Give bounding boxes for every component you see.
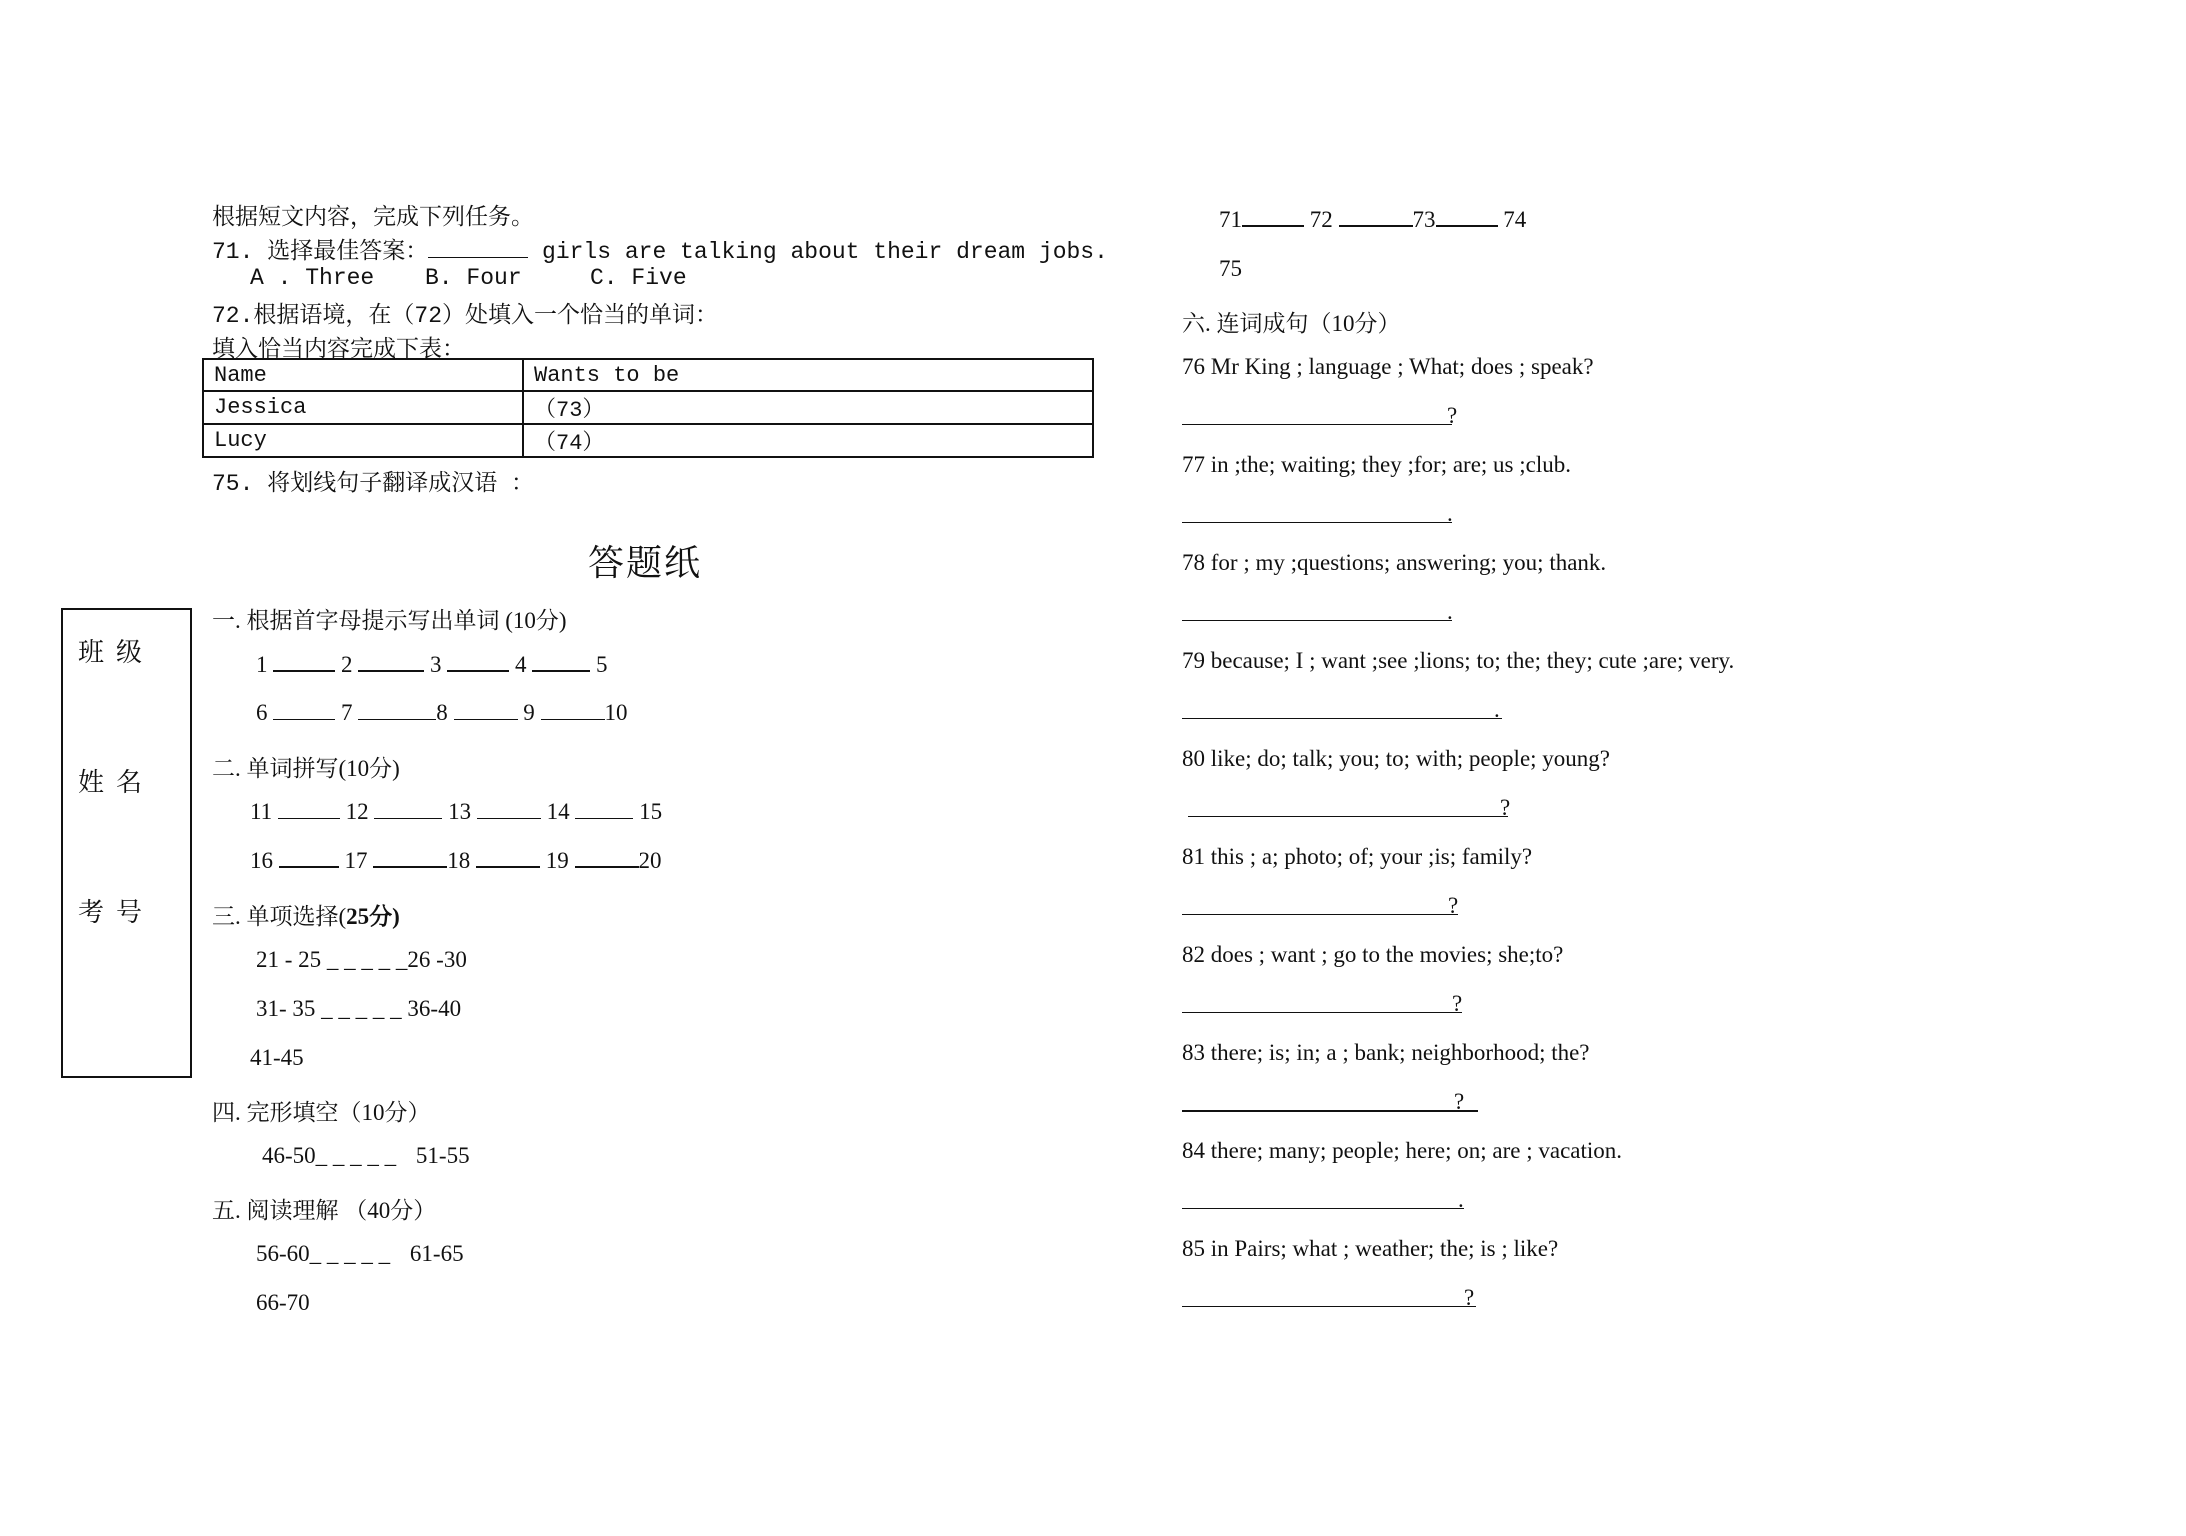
table-cell-name: Lucy bbox=[203, 424, 523, 457]
section-5-row-1 bbox=[256, 1241, 464, 1267]
section-4-row bbox=[262, 1143, 470, 1169]
sentence-prompt: 76 Mr King ; language ; What; does ; speak? bbox=[1182, 354, 1594, 379]
answer-blank[interactable] bbox=[278, 800, 340, 819]
section-3-row-1 bbox=[256, 947, 467, 973]
answer-blank[interactable] bbox=[1339, 207, 1413, 227]
answer-blank[interactable] bbox=[373, 848, 447, 868]
item-number: 5 bbox=[596, 652, 608, 677]
table-header-row bbox=[203, 359, 1093, 391]
item-range: 21 - 25 bbox=[256, 947, 322, 972]
section-3-heading bbox=[212, 898, 400, 931]
task-intro: 根据短文内容，完成下列任务。 bbox=[212, 205, 534, 231]
item-number: 19 bbox=[545, 848, 569, 873]
section-2-row-1 bbox=[250, 799, 662, 825]
item-number: 1 bbox=[256, 652, 268, 677]
sentence-end-mark: ? bbox=[1452, 991, 1463, 1016]
answer-line[interactable] bbox=[1182, 522, 1452, 523]
answer-line[interactable] bbox=[1182, 914, 1458, 915]
question-72: 72.根据语境，在（72）处填入一个恰当的单词： bbox=[212, 303, 719, 329]
answer-blank[interactable]: _ _ _ _ _ bbox=[315, 1143, 402, 1168]
reading-answers-row-1 bbox=[1219, 207, 1526, 233]
section-5-heading: 五. 阅读理解 （40分） bbox=[212, 1198, 437, 1223]
section-3-row-3: 41-45 bbox=[250, 1045, 304, 1070]
section-1-row-2 bbox=[256, 700, 628, 726]
answer-line[interactable] bbox=[1182, 1306, 1476, 1307]
item-range: 46-50 bbox=[262, 1143, 316, 1168]
option-a: A . Three bbox=[250, 265, 375, 291]
item-range: 36-40 bbox=[407, 996, 462, 1021]
table-row bbox=[203, 424, 1093, 457]
item-number: 74 bbox=[1503, 207, 1527, 232]
table-intro: 填入恰当内容完成下表： bbox=[212, 337, 465, 363]
answer-blank[interactable] bbox=[279, 848, 339, 868]
student-info-box bbox=[61, 608, 192, 1078]
name-label: 姓名 bbox=[78, 768, 155, 797]
item-number: 2 bbox=[341, 652, 353, 677]
answer-sheet-title: 答题纸 bbox=[588, 543, 703, 583]
answer-blank[interactable] bbox=[575, 800, 633, 819]
sentence-end-mark: . bbox=[1447, 501, 1453, 526]
student-number-label: 考号 bbox=[78, 898, 155, 927]
item-number: 17 bbox=[344, 848, 368, 873]
sentence-prompt: 77 in ;the; waiting; they ;for; are; us ;club. bbox=[1182, 452, 1572, 477]
item-number: 9 bbox=[523, 700, 535, 725]
sentence-end-mark: ? bbox=[1464, 1285, 1475, 1310]
item-number: 11 bbox=[250, 799, 273, 824]
reading-answers-row-2: 75 bbox=[1219, 256, 1242, 281]
item-number: 7 bbox=[341, 700, 353, 725]
question-71-prefix: 71. 选择最佳答案： bbox=[212, 239, 429, 265]
item-number: 3 bbox=[430, 652, 442, 677]
answer-blank[interactable] bbox=[358, 701, 436, 720]
sentence-end-mark: . bbox=[1458, 1187, 1464, 1212]
answer-blank[interactable] bbox=[358, 652, 424, 672]
answer-blank[interactable]: _ _ _ _ _ bbox=[309, 1241, 396, 1266]
answer-blank[interactable]: _ _ _ _ _ bbox=[326, 947, 408, 972]
class-label: 班级 bbox=[78, 638, 155, 667]
sentence-prompt: 79 because; I ; want ;see ;lions; to; the; they; cute ;are; very. bbox=[1182, 648, 1735, 673]
answer-blank[interactable] bbox=[447, 652, 509, 672]
question-71-suffix: girls are talking about their dream jobs. bbox=[528, 239, 1108, 265]
item-number: 4 bbox=[515, 652, 527, 677]
item-number: 20 bbox=[638, 848, 662, 873]
sentence-prompt: 78 for ; my ;questions; answering; you; thank. bbox=[1182, 550, 1607, 575]
item-number: 16 bbox=[250, 848, 273, 873]
table-row bbox=[203, 391, 1093, 424]
item-number: 6 bbox=[256, 700, 268, 725]
item-range: 56-60 bbox=[256, 1241, 310, 1266]
answer-line[interactable] bbox=[1182, 1012, 1462, 1013]
item-range: 51-55 bbox=[415, 1143, 470, 1168]
answer-blank[interactable]: _ _ _ _ _ bbox=[321, 996, 408, 1021]
sentence-end-mark: ? bbox=[1448, 893, 1459, 918]
answer-line[interactable] bbox=[1182, 1208, 1464, 1209]
table-header-wants: Wants to be bbox=[523, 359, 1093, 391]
question-75: 75. 将划线句子翻译成汉语 ： bbox=[212, 471, 535, 497]
sentence-prompt: 81 this ; a; photo; of; your ;is; family? bbox=[1182, 844, 1533, 869]
section-1-heading: 一. 根据首字母提示写出单词 (10分) bbox=[212, 608, 567, 633]
question-71-blank[interactable] bbox=[428, 239, 528, 258]
answer-blank[interactable] bbox=[273, 652, 335, 672]
answer-line[interactable] bbox=[1182, 424, 1452, 425]
sentence-prompt: 85 in Pairs; what ; weather; the; is ; like? bbox=[1182, 1236, 1559, 1261]
sentence-prompt: 84 there; many; people; here; on; are ; vacation. bbox=[1182, 1138, 1623, 1163]
section-6-heading: 六. 连词成句（10分） bbox=[1182, 311, 1401, 336]
table-header-name: Name bbox=[203, 359, 523, 391]
sentence-end-mark: ? bbox=[1447, 403, 1458, 428]
option-b: B. Four bbox=[425, 265, 522, 291]
answer-blank[interactable] bbox=[477, 800, 541, 819]
answer-line[interactable] bbox=[1188, 816, 1508, 817]
table-cell-answer[interactable]: （74） bbox=[523, 424, 1093, 457]
sentence-end-mark: . bbox=[1494, 697, 1500, 722]
section-2-heading: 二. 单词拼写(10分) bbox=[212, 756, 400, 781]
section-3-row-2 bbox=[256, 996, 461, 1022]
section-3-heading-text: 三. 单项选择( bbox=[212, 904, 347, 929]
answer-blank[interactable] bbox=[1242, 207, 1304, 227]
answer-blank[interactable] bbox=[273, 701, 335, 720]
answer-blank[interactable] bbox=[374, 800, 442, 819]
answer-blank[interactable] bbox=[1436, 207, 1498, 227]
table-cell-name: Jessica bbox=[203, 391, 523, 424]
item-number: 71 bbox=[1219, 207, 1242, 232]
answer-line[interactable] bbox=[1182, 718, 1502, 719]
section-5-row-2: 66-70 bbox=[256, 1290, 310, 1315]
dream-jobs-table bbox=[202, 358, 1094, 458]
answer-blank[interactable] bbox=[454, 701, 518, 720]
item-number: 73 bbox=[1412, 207, 1436, 232]
item-number: 13 bbox=[448, 799, 472, 824]
answer-line[interactable] bbox=[1182, 620, 1452, 621]
sentence-end-mark: ? bbox=[1500, 795, 1511, 820]
answer-blank[interactable] bbox=[476, 848, 540, 868]
option-c: C. Five bbox=[590, 265, 687, 291]
item-range: 61-65 bbox=[409, 1241, 464, 1266]
item-number: 15 bbox=[639, 799, 663, 824]
item-range: 26 -30 bbox=[407, 947, 467, 972]
sentence-end-mark: ? bbox=[1454, 1089, 1465, 1114]
item-number: 10 bbox=[604, 700, 628, 725]
sentence-prompt: 83 there; is; in; a ; bank; neighborhood; the? bbox=[1182, 1040, 1590, 1065]
item-range: 31- 35 bbox=[256, 996, 316, 1021]
sentence-prompt: 80 like; do; talk; you; to; with; people; young? bbox=[1182, 746, 1611, 771]
answer-line[interactable] bbox=[1182, 1110, 1478, 1112]
section-4-heading: 四. 完形填空（10分） bbox=[212, 1100, 431, 1125]
sentence-end-mark: . bbox=[1447, 599, 1453, 624]
section-3-points: 25分) bbox=[346, 904, 400, 929]
item-number: 72 bbox=[1309, 207, 1333, 232]
item-number: 12 bbox=[345, 799, 369, 824]
answer-blank[interactable] bbox=[541, 701, 605, 720]
table-cell-answer[interactable]: （73） bbox=[523, 391, 1093, 424]
item-number: 18 bbox=[447, 848, 471, 873]
question-71 bbox=[212, 232, 1108, 265]
answer-blank[interactable] bbox=[532, 652, 590, 672]
item-number: 14 bbox=[546, 799, 570, 824]
section-2-row-2 bbox=[250, 848, 662, 874]
section-1-row-1 bbox=[256, 652, 608, 678]
item-number: 8 bbox=[436, 700, 448, 725]
sentence-prompt: 82 does ; want ; go to the movies; she;to? bbox=[1182, 942, 1564, 967]
answer-blank[interactable] bbox=[575, 848, 639, 868]
